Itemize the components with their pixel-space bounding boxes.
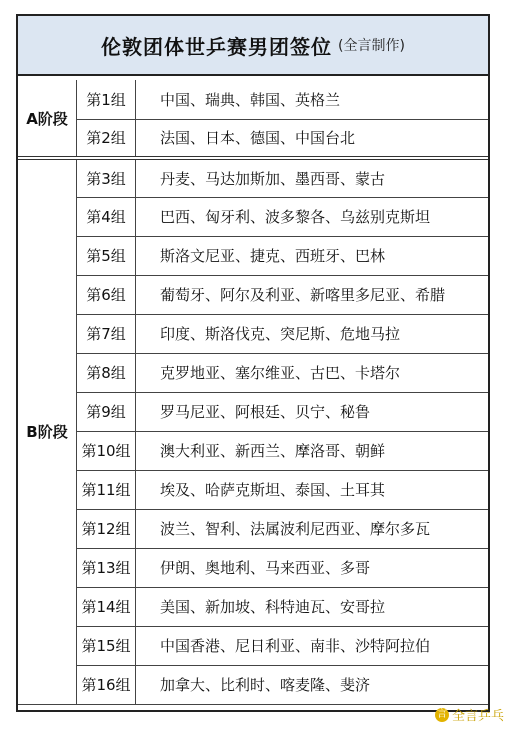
table-row [18, 314, 488, 353]
group-label: 第14组 [77, 587, 136, 626]
table-row [18, 470, 488, 509]
group-label: 第15组 [77, 626, 136, 665]
group-label: 第3组 [77, 158, 136, 197]
table-row [18, 431, 488, 470]
group-teams: 中国、瑞典、韩国、英格兰 [136, 80, 489, 119]
group-label: 第4组 [77, 197, 136, 236]
group-label: 第6组 [77, 275, 136, 314]
group-label: 第11组 [77, 470, 136, 509]
group-label: 第13组 [77, 548, 136, 587]
stage-label: A阶段 [18, 80, 77, 158]
group-label: 第2组 [77, 119, 136, 158]
watermark-logo-icon: 言 [436, 708, 447, 720]
table-row [18, 353, 488, 392]
stage-label: B阶段 [18, 158, 77, 704]
group-teams: 伊朗、奥地利、马来西亚、多哥 [136, 548, 489, 587]
table-row [18, 509, 488, 548]
table-row [18, 392, 488, 431]
group-label: 第10组 [77, 431, 136, 470]
group-teams: 埃及、哈萨克斯坦、泰国、土耳其 [136, 470, 489, 509]
group-label: 第5组 [77, 236, 136, 275]
group-teams: 中国香港、尼日利亚、南非、沙特阿拉伯 [136, 626, 489, 665]
group-label: 第9组 [77, 392, 136, 431]
title-bar [18, 16, 488, 76]
group-label: 第8组 [77, 353, 136, 392]
table-row [18, 80, 488, 119]
group-label: 第1组 [77, 80, 136, 119]
group-teams: 印度、斯洛伐克、突尼斯、危地马拉 [136, 314, 489, 353]
page-title: 伦敦团体世乒赛男团签位 [101, 34, 333, 59]
group-teams: 葡萄牙、阿尔及利亚、新喀里多尼亚、希腊 [136, 275, 489, 314]
table-row [18, 275, 488, 314]
table-row [18, 119, 488, 158]
group-teams: 澳大利亚、新西兰、摩洛哥、朝鲜 [136, 431, 489, 470]
group-label: 第12组 [77, 509, 136, 548]
group-teams: 美国、新加坡、科特迪瓦、安哥拉 [136, 587, 489, 626]
group-teams: 波兰、智利、法属波利尼西亚、摩尔多瓦 [136, 509, 489, 548]
watermark-text: 全言乒乓 [451, 709, 504, 724]
watermark [435, 705, 504, 724]
table-row [18, 197, 488, 236]
table-row [18, 665, 488, 704]
group-teams: 法国、日本、德国、中国台北 [136, 119, 489, 158]
group-teams: 丹麦、马达加斯加、墨西哥、蒙古 [136, 158, 489, 197]
group-teams: 克罗地亚、塞尔维亚、古巴、卡塔尔 [136, 353, 489, 392]
group-label: 第16组 [77, 665, 136, 704]
group-teams: 巴西、匈牙利、波多黎各、乌兹别克斯坦 [136, 197, 489, 236]
group-label: 第7组 [77, 314, 136, 353]
group-teams: 斯洛文尼亚、捷克、西班牙、巴林 [136, 236, 489, 275]
table-row [18, 587, 488, 626]
table-row [18, 548, 488, 587]
table-row [18, 158, 488, 197]
draw-sheet [16, 14, 490, 712]
page-subtitle: (全言制作) [338, 38, 405, 54]
draw-table [18, 80, 488, 705]
group-teams: 罗马尼亚、阿根廷、贝宁、秘鲁 [136, 392, 489, 431]
table-row [18, 626, 488, 665]
group-teams: 加拿大、比利时、喀麦隆、斐济 [136, 665, 489, 704]
table-row [18, 236, 488, 275]
